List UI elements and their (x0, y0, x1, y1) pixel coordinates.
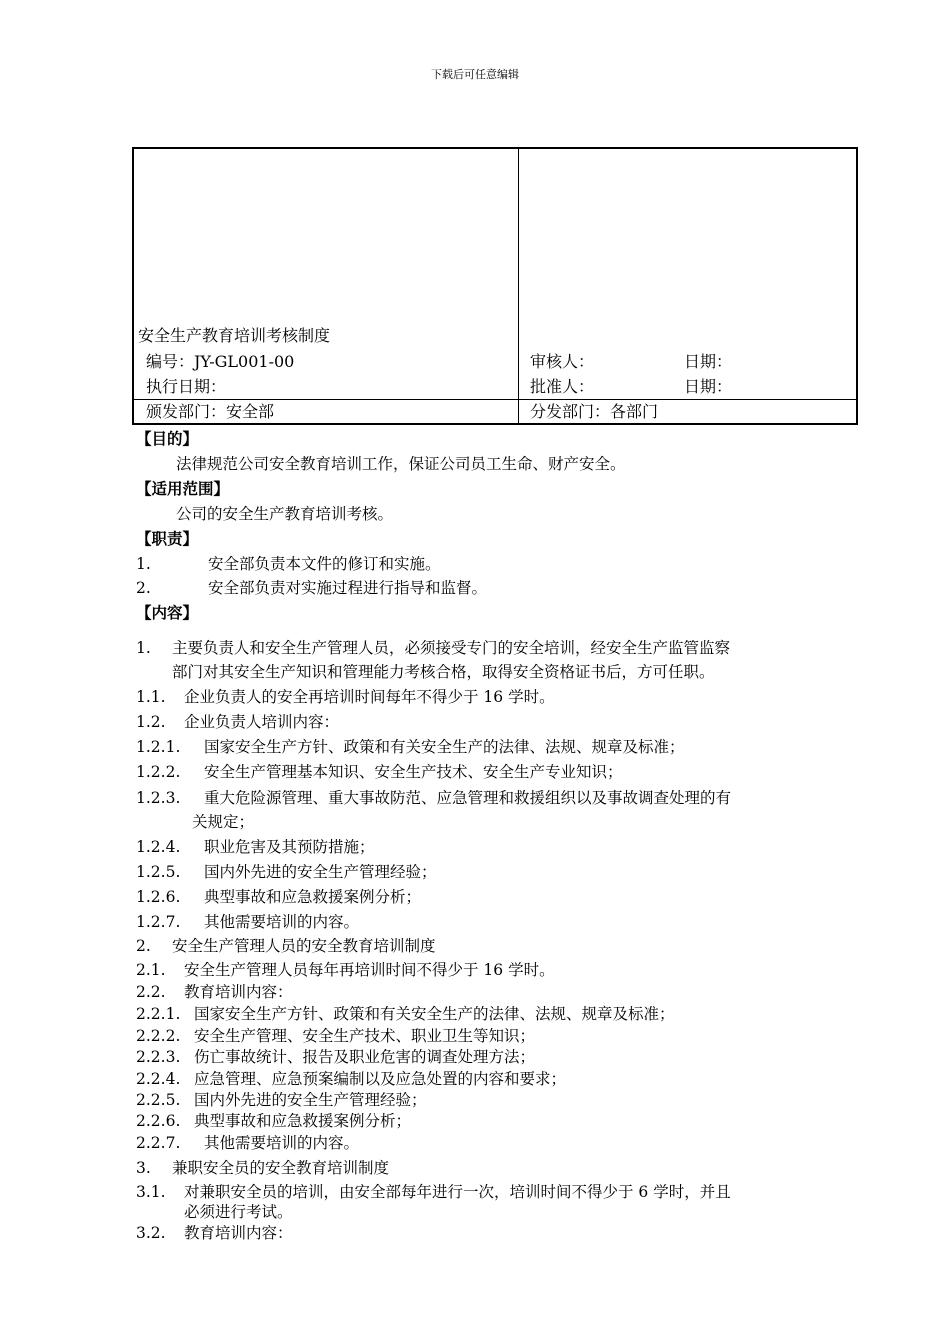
item-1-2-3-text-a: 重大危险源管理、重大事故防范、应急管理和救援组织以及事故调查处理的有 (204, 789, 732, 807)
execution-date: 执行日期： (146, 377, 227, 396)
reviewer-date-label: 日期： (684, 352, 733, 371)
item-3-number: 3. (136, 1159, 151, 1177)
document-info-table (132, 147, 858, 425)
item-2-1-number: 2.1. (136, 961, 166, 979)
item-2-2-3-number: 2.2.3. (136, 1048, 181, 1066)
item-1-text-a: 主要负责人和安全生产管理人员，必须接受专门的安全培训，经安全生产监管监察 (172, 639, 731, 657)
item-3-1-text-b: 必须进行考试。 (184, 1203, 293, 1221)
item-1-2-4-number: 1.2.4. (136, 838, 181, 856)
header-note: 下载后可任意编辑 (431, 68, 519, 81)
item-1-2-number: 1.2. (136, 713, 166, 731)
item-1-2-5-number: 1.2.5. (136, 863, 181, 881)
item-1-2-5-text: 国内外先进的安全生产管理经验； (204, 863, 437, 881)
item-2-2-2-text: 安全生产管理、安全生产技术、职业卫生等知识； (194, 1027, 536, 1045)
item-1-2-2-text: 安全生产管理基本知识、安全生产技术、安全生产专业知识； (204, 763, 623, 781)
item-1-2-6-text: 典型事故和应急救援案例分析； (204, 888, 422, 906)
item-1-2-4-text: 职业危害及其预防措施； (204, 838, 375, 856)
scope-heading: 【适用范围】 (136, 480, 230, 498)
item-1-2-text: 企业负责人培训内容： (184, 713, 340, 731)
duty-2-number: 2. (136, 579, 151, 597)
content-heading: 【内容】 (136, 604, 199, 622)
item-2-2-2-number: 2.2.2. (136, 1027, 181, 1045)
item-2-2-5-number: 2.2.5. (136, 1091, 181, 1109)
issuing-department: 颁发部门：安全部 (146, 402, 275, 421)
document-title: 安全生产教育培训考核制度 (138, 326, 331, 345)
duty-1-text: 安全部负责本文件的修订和实施。 (208, 555, 441, 573)
item-2-2-4-text: 应急管理、应急预案编制以及应急处置的内容和要求； (194, 1070, 567, 1088)
item-1-2-7-number: 1.2.7. (136, 913, 181, 931)
item-2-2-5-text: 国内外先进的安全生产管理经验； (194, 1091, 427, 1109)
item-1-2-3-number: 1.2.3. (136, 789, 181, 807)
item-1-2-2-number: 1.2.2. (136, 763, 181, 781)
item-1-2-3-text-b: 关规定； (192, 813, 255, 831)
item-2-2-7-text: 其他需要培训的内容。 (204, 1134, 360, 1152)
approver-label: 批准人： (530, 377, 595, 396)
item-2-2-number: 2.2. (136, 983, 166, 1001)
item-1-2-1-number: 1.2.1. (136, 738, 181, 756)
duty-1-number: 1. (136, 555, 151, 573)
item-2-2-1-number: 2.2.1. (136, 1005, 181, 1023)
duty-2-text: 安全部负责对实施过程进行指导和监督。 (208, 579, 488, 597)
item-1-number: 1. (136, 639, 151, 657)
item-1-text-b: 部门对其安全生产知识和管理能力考核合格，取得安全资格证书后，方可任职。 (172, 663, 715, 681)
item-3-1-number: 3.1. (136, 1183, 166, 1201)
approver-date-label: 日期： (684, 377, 733, 396)
item-1-1-number: 1.1. (136, 688, 166, 706)
item-2-number: 2. (136, 937, 151, 955)
item-1-2-7-text: 其他需要培训的内容。 (204, 913, 360, 931)
document-number: 编号：JY-GL001-00 (146, 352, 295, 371)
item-1-2-1-text: 国家安全生产方针、政策和有关安全生产的法律、法规、规章及标准； (204, 738, 685, 756)
item-2-2-6-number: 2.2.6. (136, 1112, 181, 1130)
purpose-heading: 【目的】 (136, 430, 199, 448)
purpose-text: 法律规范公司安全教育培训工作，保证公司员工生命、财产安全。 (176, 455, 626, 473)
item-3-text: 兼职安全员的安全教育培训制度 (172, 1159, 390, 1177)
item-3-2-text: 教育培训内容： (184, 1224, 293, 1242)
item-1-2-6-number: 1.2.6. (136, 888, 181, 906)
item-2-2-7-number: 2.2.7. (136, 1134, 181, 1152)
distribution-department: 分发部门：各部门 (530, 402, 659, 421)
item-1-1-text: 企业负责人的安全再培训时间每年不得少于 16 学时。 (184, 688, 555, 706)
item-2-2-1-text: 国家安全生产方针、政策和有关安全生产的法律、法规、规章及标准； (194, 1005, 675, 1023)
scope-text: 公司的安全生产教育培训考核。 (176, 505, 394, 523)
duty-heading: 【职责】 (136, 530, 199, 548)
table-divider-vertical (518, 149, 519, 423)
reviewer-label: 审核人： (530, 352, 595, 371)
item-2-2-text: 教育培训内容： (184, 983, 293, 1001)
item-2-2-6-text: 典型事故和应急救援案例分析； (194, 1112, 412, 1130)
item-2-2-4-number: 2.2.4. (136, 1070, 181, 1088)
item-2-1-text: 安全生产管理人员每年再培训时间不得少于 16 学时。 (184, 961, 555, 979)
item-3-1-text-a: 对兼职安全员的培训，由安全部每年进行一次，培训时间不得少于 6 学时，并且 (184, 1183, 731, 1201)
item-2-2-3-text: 伤亡事故统计、报告及职业危害的调查处理方法； (194, 1048, 536, 1066)
item-2-text: 安全生产管理人员的安全教育培训制度 (172, 937, 436, 955)
item-3-2-number: 3.2. (136, 1224, 166, 1242)
